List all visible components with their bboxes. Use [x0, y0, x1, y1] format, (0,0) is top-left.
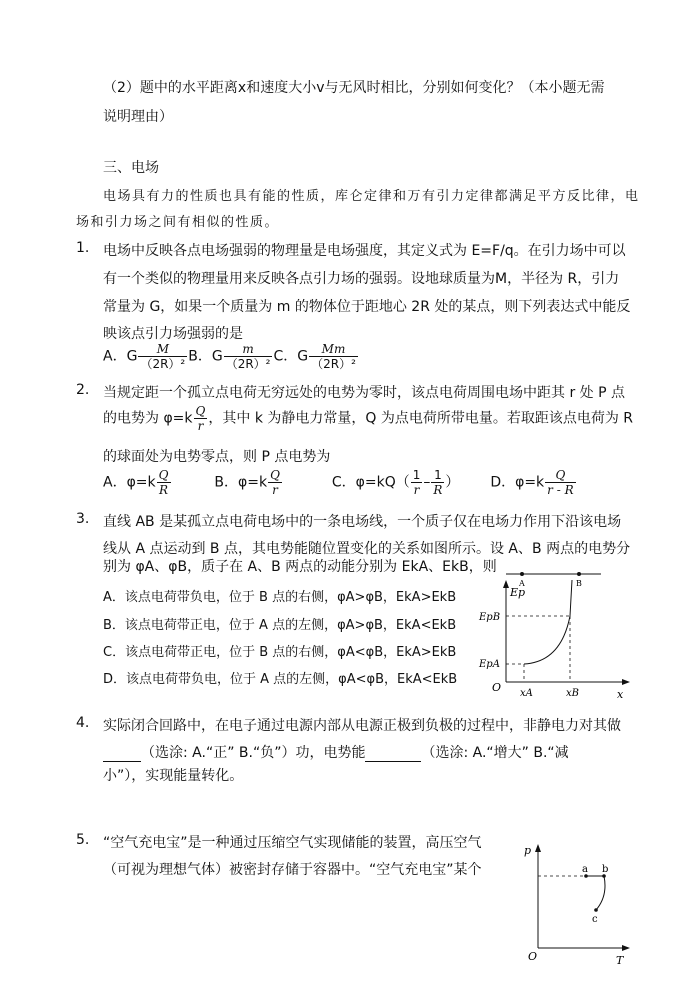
- point-a-label: A: [519, 579, 525, 588]
- q3-line3: 别为 φA、φB，质子在 A、B 两点的动能分别为 EkA、EkB，则: [103, 559, 497, 575]
- q5-line1: “空气充电宝”是一种通过压缩空气实现储能的装置，高压空气: [103, 835, 482, 851]
- q5-number: 5.: [76, 832, 90, 848]
- q5-line2: （可视为理想气体）被密封存储于容器中。“空气充电宝”某个: [103, 862, 482, 878]
- q1-option-b: B．G: [188, 348, 223, 365]
- q3-option-d: D．该点电荷带负电，位于 A 点的左侧，φA<φB，EkA<EkB: [103, 672, 458, 687]
- y-axis-label: Ep: [510, 586, 526, 599]
- q3-number: 3.: [76, 511, 90, 527]
- q1-line2: 有一个类似的物理量用来反映各点引力场的强弱。设地球质量为M，半径为 R，引力: [103, 271, 620, 287]
- q1-option-c: C．G: [273, 348, 309, 365]
- q3-line1: 直线 AB 是某孤立点电荷电场中的一条电场线，一个质子仅在电场力作用下沿该电场: [103, 514, 622, 530]
- point-b-label: B: [576, 579, 582, 588]
- point-a-label: a: [582, 864, 588, 875]
- section-title: 三、电场: [103, 160, 159, 176]
- point-c-label: c: [592, 914, 598, 925]
- p-axis-label: p: [524, 844, 532, 857]
- q1-number: 1.: [76, 240, 90, 256]
- q5-p-t-graph: [522, 840, 632, 970]
- q2-option-d: D．φ=k: [490, 474, 545, 491]
- q2-line2: 的电势为 φ=k $\frac{Q}{r}$ ，其中 k 为静电力常量，Q 为点电荷所带电量。若取距该点电荷为 R: [103, 404, 634, 433]
- q1-option-a: A．G: [103, 348, 138, 365]
- q3-option-a: A．该点电荷带负电，位于 B 点的右侧，φA>φB，EkA>EkB: [103, 590, 457, 605]
- q2-line3: 的球面处为电势零点，则 P 点电势为: [103, 449, 331, 465]
- t-axis-label: T: [616, 954, 624, 967]
- x-axis-label: x: [617, 688, 624, 701]
- p-axis-arrow: [535, 844, 541, 852]
- q1-option-b-fraction: $\frac{m}{\text{（2R）²}}$: [225, 342, 271, 371]
- q4-blank-2[interactable]: [365, 745, 421, 762]
- q1-line4: 映该点引力场强弱的是: [103, 326, 243, 342]
- epb-label: EpB: [479, 612, 501, 623]
- y-axis-arrow: [503, 580, 509, 588]
- q4-number: 4.: [76, 715, 90, 731]
- q2-option-b: B．φ=k: [214, 474, 268, 491]
- q1-option-a-fraction: $\frac{M}{\text{（2R）²}}$: [140, 342, 186, 371]
- q4-line2: （选涂: A.“正” B.“负”）功，电势能 （选涂: A.“增大” B.“减: [103, 742, 569, 762]
- q1-options: [103, 342, 359, 371]
- q3-line2: 线从 A 点运动到 B 点，其电势能随位置变化的关系如图所示。设 A、B 两点的电势分: [103, 541, 631, 557]
- xa-label: xA: [520, 688, 533, 699]
- q3-option-c: C．该点电荷带正电，位于 B 点的右侧，φA<φB，EkA>EkB: [103, 645, 457, 660]
- q2-options: A．φ=k $\frac{Q}{R}$ B．φ=k $\frac{Q}{r}$ C．φ=kQ（ $\frac{1}{r}$ – $\frac{1}{R}$ ） D．φ=k $\frac{Q}{r - R}$: [103, 468, 574, 497]
- xb-label: xB: [566, 688, 579, 699]
- q3-ep-x-graph: [476, 564, 636, 704]
- point-c-dot: [594, 908, 598, 912]
- q4-line3: 小”），实现能量转化。: [103, 768, 244, 784]
- q2-number: 2.: [76, 382, 90, 398]
- q4-blank-1[interactable]: [103, 745, 141, 762]
- section-intro-line1: 电场具有力的性质也具有能的性质，库仑定律和万有引力定律都满足平方反比律，电: [103, 189, 640, 204]
- q2-formula-fraction: $\frac{Q}{r}$: [195, 404, 206, 433]
- point-b-dot: [577, 572, 581, 576]
- q2-option-c: C．φ=kQ（: [331, 474, 410, 491]
- q2-line1: 当规定距一个孤立点电荷无穷远处的电势为零时，该点电荷周围电场中距其 r 处 P 点: [103, 385, 625, 401]
- q2-option-a: A．φ=k: [103, 474, 156, 491]
- point-b-label: b: [602, 864, 609, 875]
- origin-label: O: [528, 950, 538, 963]
- section-intro-line2: 场和引力场之间有相似的性质。: [76, 215, 280, 230]
- q3-option-b: B．该点电荷带正电，位于 A 点的左侧，φA>φB，EkA<EkB: [103, 618, 457, 633]
- origin-label: O: [492, 681, 502, 694]
- epa-label: EpA: [479, 659, 500, 670]
- q1-option-c-fraction: $\frac{Mm}{\text{（2R）²}}$: [311, 342, 356, 371]
- t-axis-arrow: [622, 945, 630, 951]
- q2-part-line1: （2）题中的水平距离x和速度大小v与无风时相比，分别如何变化？（本小题无需: [103, 80, 605, 96]
- curve-bc: [596, 876, 605, 910]
- q1-line3: 常量为 G，如果一个质量为 m 的物体位于距地心 2R 处的某点，则下列表达式中能反: [103, 299, 631, 315]
- q1-line1: 电场中反映各点电场强弱的物理量是电场强度，其定义式为 E=F/q。在引力场中可以: [103, 243, 626, 259]
- ep-curve: [524, 580, 572, 664]
- x-axis-arrow: [622, 679, 630, 685]
- q4-line1: 实际闭合回路中，在电子通过电源内部从电源正极到负极的过程中，非静电力对其做: [103, 718, 621, 734]
- q2-part-line2: 说明理由）: [103, 109, 173, 125]
- point-a-dot: [520, 572, 524, 576]
